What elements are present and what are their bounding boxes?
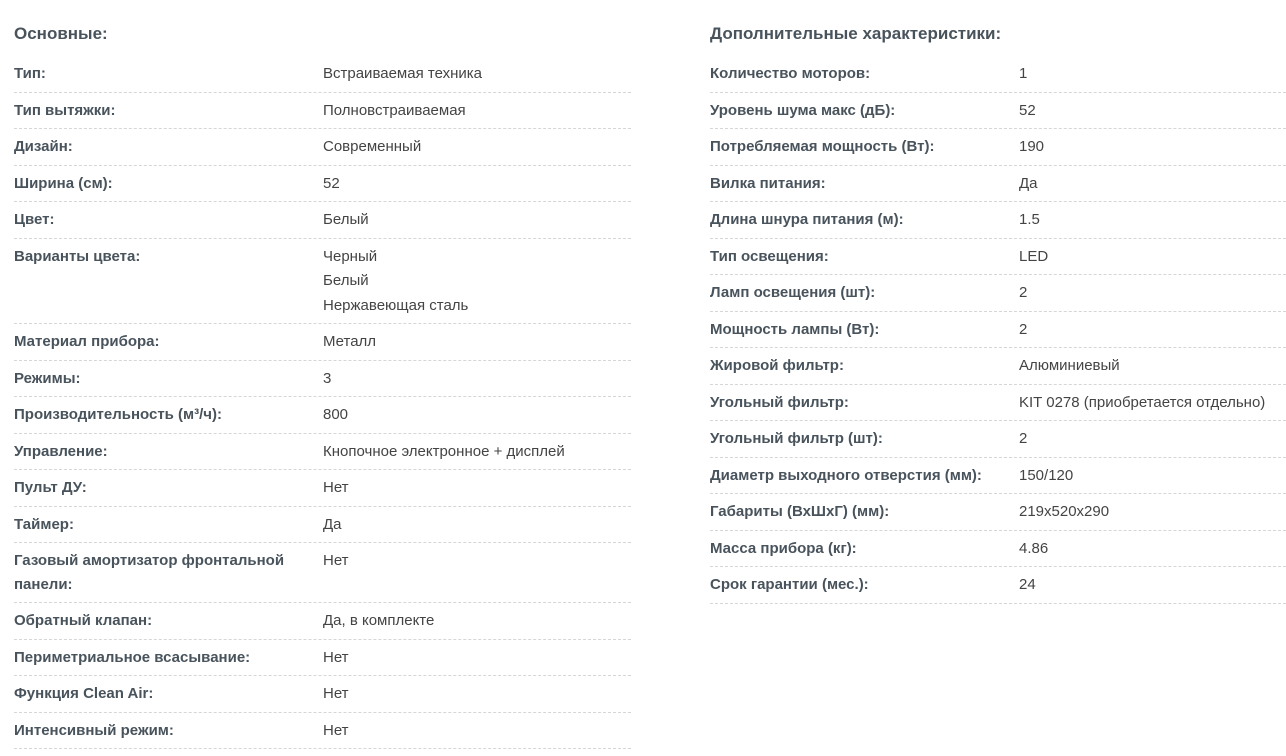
spec-values: [1019, 391, 1286, 416]
spec-name: Режимы:: [14, 369, 81, 387]
spec-value: Белый: [323, 272, 369, 289]
spec-row: [710, 56, 1286, 93]
spec-value: Нет: [323, 648, 349, 666]
spec-row: [710, 458, 1286, 495]
spec-row: [14, 640, 631, 677]
spec-name: Габариты (ВхШхГ) (мм):: [710, 503, 890, 520]
spec-row: [14, 93, 631, 130]
spec-value: Нержавеющая сталь: [323, 296, 469, 314]
spec-value: 2: [1019, 284, 1028, 301]
spec-value: Встраиваемая техника: [323, 65, 482, 82]
spec-row: [14, 129, 631, 166]
spec-name: Потребляемая мощность (Вт):: [710, 138, 935, 155]
spec-values: [323, 208, 631, 233]
spec-value: 2: [1019, 430, 1028, 447]
spec-values: [323, 330, 631, 355]
spec-name: Таймер:: [14, 515, 74, 533]
spec-values: [1019, 537, 1286, 562]
spec-name: Цвет:: [14, 211, 55, 228]
spec-row: [14, 324, 631, 361]
spec-name: Масса прибора (кг):: [710, 539, 857, 557]
spec-value: 1.5: [1019, 211, 1040, 228]
spec-row: [710, 166, 1286, 203]
spec-row: [14, 434, 631, 471]
spec-value: Нет: [323, 685, 349, 702]
main-specs-column: [14, 0, 631, 749]
spec-value: Современный: [323, 138, 422, 155]
spec-value: 219x520x290: [1019, 503, 1110, 520]
spec-name: Управление:: [14, 442, 108, 460]
spec-name: Пульт ДУ:: [14, 479, 87, 496]
spec-values: [1019, 464, 1286, 489]
spec-values: [323, 135, 631, 160]
spec-values: [1019, 573, 1286, 598]
spec-row: [14, 603, 631, 640]
spec-value: 150/120: [1019, 466, 1074, 484]
spec-values: [1019, 500, 1286, 525]
spec-row: [14, 202, 631, 239]
spec-row: [14, 56, 631, 93]
spec-row: [14, 676, 631, 713]
spec-value: Металл: [323, 333, 377, 350]
spec-value: Черный: [323, 247, 378, 265]
spec-name: Уровень шума макс (дБ):: [710, 101, 896, 119]
spec-name: Дизайн:: [14, 138, 73, 155]
spec-name: Жировой фильтр:: [710, 357, 844, 374]
spec-value: Алюминиевый: [1019, 357, 1120, 374]
spec-row: [710, 239, 1286, 276]
spec-values: [1019, 208, 1286, 233]
spec-row: [710, 93, 1286, 130]
spec-value: Нет: [323, 721, 349, 739]
spec-name: Тип вытяжки:: [14, 101, 116, 119]
spec-values: [1019, 99, 1286, 124]
spec-value: 190: [1019, 138, 1045, 155]
spec-values: [323, 476, 631, 501]
spec-values: [323, 609, 631, 634]
spec-values: [323, 440, 631, 465]
spec-value: 24: [1019, 576, 1036, 593]
spec-value: 2: [1019, 320, 1028, 338]
spec-name: Периметриальное всасывание:: [14, 648, 251, 666]
spec-row: [710, 202, 1286, 239]
spec-values: [1019, 281, 1286, 306]
spec-name: Тип:: [14, 65, 46, 82]
spec-values: [323, 682, 631, 707]
spec-value: 3: [323, 369, 332, 387]
spec-value: Кнопочное электронное + дисплей: [323, 442, 565, 460]
spec-row: [14, 470, 631, 507]
spec-values: [323, 513, 631, 538]
spec-values: [1019, 135, 1286, 160]
spec-name: Газовый амортизатор фронтальной панели:: [14, 552, 285, 593]
spec-row: [710, 494, 1286, 531]
spec-value: Да: [323, 515, 342, 533]
spec-value: KIT 0278 (приобретается отдельно): [1019, 393, 1266, 411]
spec-row: [14, 239, 631, 325]
spec-name: Мощность лампы (Вт):: [710, 320, 880, 338]
spec-values: [1019, 427, 1286, 452]
extra-specs-column: [710, 0, 1286, 604]
main-specs-title: Основные:: [14, 24, 108, 43]
spec-value: Полновстраиваемая: [323, 101, 466, 119]
spec-values: [323, 172, 631, 197]
spec-values: [323, 549, 631, 574]
spec-name: Диаметр выходного отверстия (мм):: [710, 466, 982, 484]
spec-name: Материал прибора:: [14, 333, 160, 350]
spec-row: [14, 166, 631, 203]
spec-value: 52: [323, 174, 340, 192]
spec-values: [323, 99, 631, 124]
spec-values: [323, 245, 631, 319]
spec-value: Да, в комплекте: [323, 612, 435, 629]
spec-name: Обратный клапан:: [14, 612, 153, 629]
spec-row: [710, 531, 1286, 568]
spec-row: [710, 312, 1286, 349]
spec-name: Срок гарантии (мес.):: [710, 576, 869, 593]
spec-row: [14, 713, 631, 750]
spec-row: [14, 507, 631, 544]
spec-values: [323, 367, 631, 392]
spec-name: Угольный фильтр:: [710, 393, 849, 411]
spec-name: Ширина (см):: [14, 174, 113, 192]
spec-name: Вилка питания:: [710, 174, 826, 192]
spec-values: [323, 719, 631, 744]
spec-name: Тип освещения:: [710, 247, 829, 265]
main-specs-list: [14, 56, 631, 749]
spec-row: [14, 397, 631, 434]
spec-value: 52: [1019, 101, 1036, 119]
spec-name: Интенсивный режим:: [14, 721, 174, 739]
spec-row: [710, 385, 1286, 422]
spec-row: [710, 567, 1286, 604]
spec-value: Нет: [323, 552, 349, 569]
spec-values: [323, 646, 631, 671]
spec-value: Белый: [323, 211, 369, 228]
spec-row: [710, 129, 1286, 166]
spec-value: Нет: [323, 479, 349, 496]
spec-values: [1019, 354, 1286, 379]
spec-row: [710, 275, 1286, 312]
spec-value: 1: [1019, 65, 1028, 82]
spec-values: [1019, 245, 1286, 270]
spec-row: [14, 543, 631, 603]
spec-row: [710, 421, 1286, 458]
spec-values: [323, 62, 631, 87]
spec-value: LED: [1019, 247, 1049, 265]
spec-value: 4.86: [1019, 539, 1049, 557]
spec-value: 800: [323, 406, 349, 423]
spec-values: [1019, 318, 1286, 343]
spec-row: [14, 361, 631, 398]
spec-row: [710, 348, 1286, 385]
spec-values: [1019, 172, 1286, 197]
spec-name: Варианты цвета:: [14, 247, 141, 265]
spec-values: [1019, 62, 1286, 87]
extra-specs-title: Дополнительные характеристики:: [710, 24, 1002, 43]
spec-name: Функция Clean Air:: [14, 685, 154, 702]
spec-name: Ламп освещения (шт):: [710, 284, 876, 301]
spec-name: Производительность (м³/ч):: [14, 406, 223, 423]
spec-name: Количество моторов:: [710, 65, 871, 82]
spec-name: Угольный фильтр (шт):: [710, 430, 883, 447]
spec-value: Да: [1019, 174, 1038, 192]
extra-specs-list: [710, 56, 1286, 604]
spec-name: Длина шнура питания (м):: [710, 211, 904, 228]
spec-values: [323, 403, 631, 428]
